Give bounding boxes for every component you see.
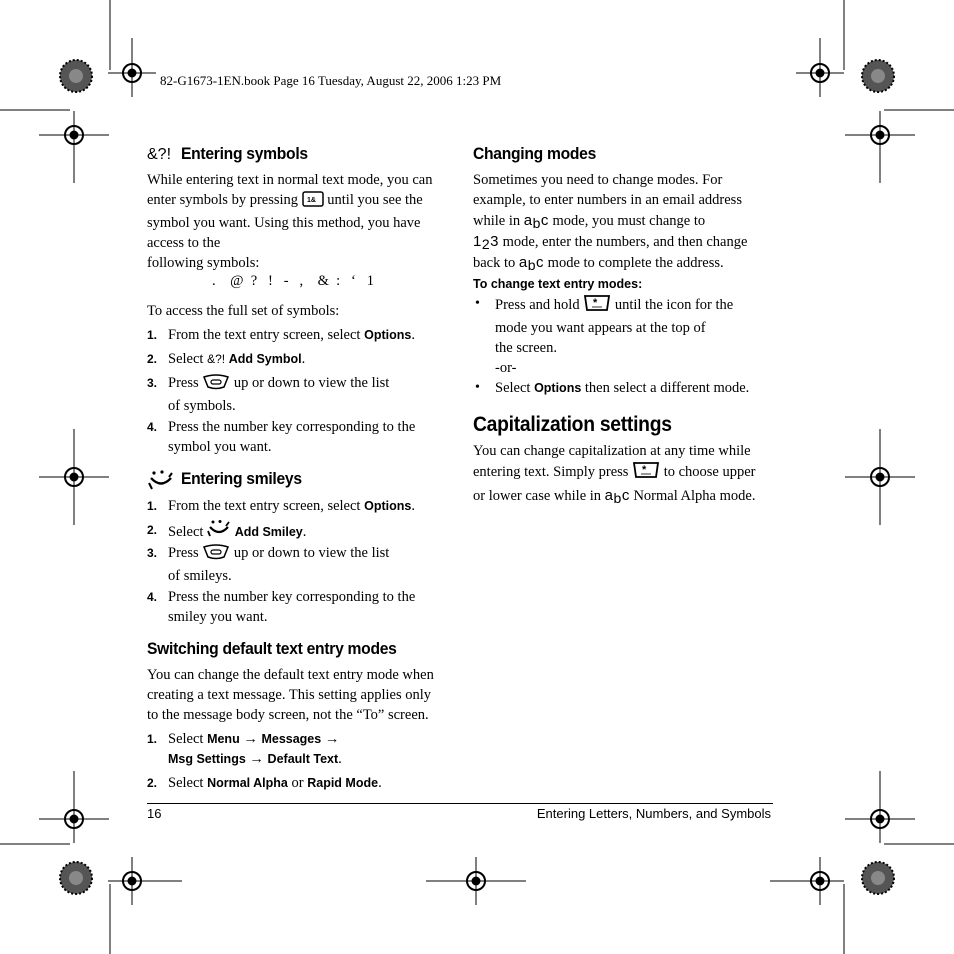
step-number: 3. xyxy=(147,546,158,560)
symbols-step-1: From the text entry screen, select Options. xyxy=(168,327,415,343)
abc-mode-icon: abc xyxy=(604,487,630,506)
svg-text:1&: 1& xyxy=(306,197,316,204)
star-key-icon xyxy=(632,461,660,485)
smileys-step-4: Press the number key corresponding to the smiley you want. xyxy=(168,589,416,625)
star-key-icon xyxy=(583,294,611,318)
access-symbols-text: To access the full set of symbols: xyxy=(147,303,340,319)
step-number: 4. xyxy=(147,590,158,604)
123-mode-icon: 123 xyxy=(473,233,499,252)
symbols-list: . @ ? ! - , & : ‘ 1 xyxy=(212,273,374,289)
print-header: 82-G1673-1EN.book Page 16 Tuesday, August 22, 2006 1:23 PM xyxy=(160,73,502,88)
smiley-icon xyxy=(207,519,231,545)
svg-text:*: * xyxy=(642,464,647,476)
chapter-title: Entering Letters, Numbers, and Symbols xyxy=(536,806,771,821)
switching-intro: You can change the default text entry mode when creating a text message. This setting applies only to the message body screen, not the “To” screen. xyxy=(147,667,434,723)
bullet-icon: • xyxy=(475,380,480,395)
switching-step-2: Select Normal Alpha or Rapid Mode. xyxy=(168,775,382,791)
changing-modes-text: Sometimes you need to change modes. For example, to enter numbers in an email address while in abc mode, you must change to 123 mode, enter the numbers, and then change back to abc mode to complete the address. xyxy=(473,172,748,273)
change-modes-bullet-2: Select Options then select a different mode. xyxy=(495,380,750,396)
abc-mode-icon: abc xyxy=(518,254,545,273)
heading-changing-modes: Changing modes xyxy=(473,144,597,163)
step-number: 1. xyxy=(147,732,158,746)
symbol-icon: &?! xyxy=(147,146,172,163)
step-number: 1. xyxy=(147,499,158,513)
capitalization-text: You can change capitalization at any time while entering text. Simply press * to choose upper or lower case while in abc Normal Alpha mode. xyxy=(473,443,756,506)
step-number: 2. xyxy=(147,352,158,366)
switching-step-1: Select Menu → Messages → Msg Settings → Default Text. xyxy=(168,731,342,767)
symbols-step-3: Press up or down to view the list of symbols. xyxy=(168,375,390,414)
smileys-step-3: Press up or down to view the list of smileys. xyxy=(168,545,390,584)
smileys-step-1: From the text entry screen, select Options. xyxy=(168,498,415,514)
step-number: 3. xyxy=(147,376,158,390)
heading-entering-smileys: Entering smileys xyxy=(181,469,302,488)
svg-text:*: * xyxy=(593,297,598,309)
step-number: 2. xyxy=(147,523,158,537)
symbols-step-2: Select &?! Add Symbol. xyxy=(168,351,306,367)
smileys-step-2: Select Add Smiley. xyxy=(168,519,306,545)
change-modes-bullet-1: Press and hold * until the icon for the mode you want appears at the top of the screen. -or- xyxy=(495,294,733,378)
symbols-step-4: Press the number key corresponding to the symbol you want. xyxy=(168,419,416,455)
symbol-key-icon xyxy=(302,191,324,213)
bullet-icon: • xyxy=(475,296,480,311)
entering-symbols-intro: While entering text in normal text mode, you can enter symbols by pressing 1& until you see the symbol you want. Using this method, you have access to the following symbols: xyxy=(147,172,433,271)
abc-mode-icon: abc xyxy=(523,212,549,231)
step-number: 1. xyxy=(147,328,158,342)
heading-switching-modes: Switching default text entry modes xyxy=(147,639,397,658)
nav-key-icon xyxy=(202,374,230,396)
nav-key-icon xyxy=(202,544,230,566)
step-number: 2. xyxy=(147,776,158,790)
footer-rule xyxy=(147,803,773,804)
heading-entering-symbols: Entering symbols xyxy=(181,144,308,163)
heading-capitalization-settings: Capitalization settings xyxy=(473,413,672,436)
symbol-icon: &?! xyxy=(207,352,226,366)
step-number: 4. xyxy=(147,420,158,434)
subheading-change-modes: To change text entry modes: xyxy=(473,277,643,291)
smiley-icon xyxy=(148,469,174,498)
page-number: 16 xyxy=(147,806,162,821)
